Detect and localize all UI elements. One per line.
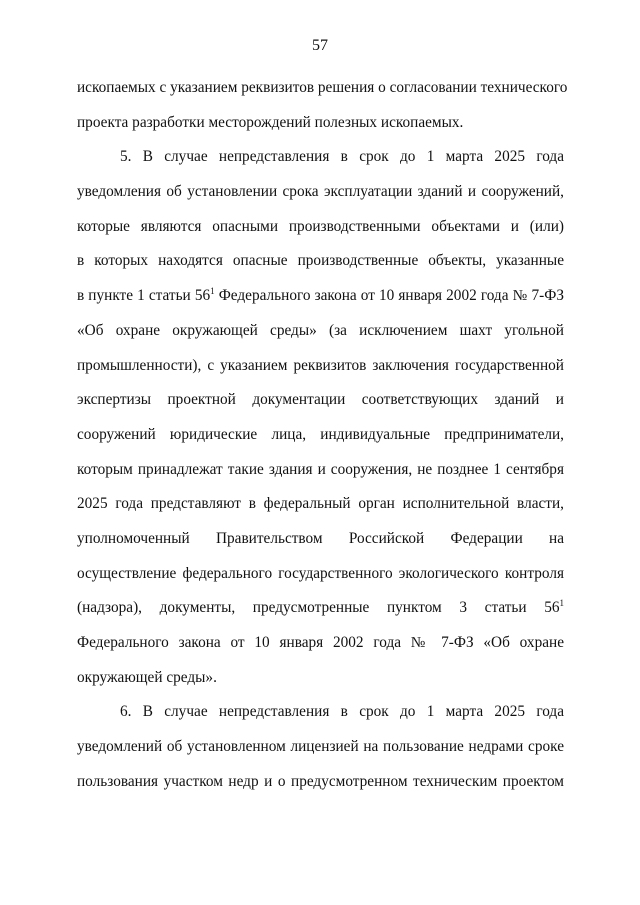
text-line	[77, 591, 564, 626]
superscript: 1	[559, 598, 564, 609]
text-line: в которых находятся опасные производственные объекты, указанные	[77, 252, 564, 270]
text-line: уведомлений об установленном лицензией на пользование недрами сроке	[77, 738, 564, 756]
text-line: которым принадлежат такие здания и сооружения, не позднее 1 сентября	[77, 460, 564, 478]
text-line: «Об охране окружающей среды» (за исключением шахт угольной	[77, 321, 564, 339]
text-line: промышленности), с указанием реквизитов заключения государственной	[77, 356, 564, 374]
text-line: Федерального закона от 10 января 2002 года № 7-ФЗ «Об охране	[77, 634, 564, 651]
text-fragment: Федерального закона от 10 января 2002 года № 7-ФЗ	[214, 287, 565, 305]
text-line: пользования участком недр и о предусмотренном техническим проектом	[77, 772, 564, 790]
text-line: проекта разработки месторождений полезных ископаемых.	[77, 113, 464, 131]
text-line: 2025 года представляют в федеральный орган исполнительной власти,	[77, 495, 564, 513]
paragraph-6-start: 6. В случае непредставления в срок до 1 марта 2025 года	[120, 703, 564, 721]
document-body	[77, 71, 568, 799]
text-line: уполномоченный Правительством Российской Федерации на	[77, 529, 564, 547]
text-line: осуществление федерального государственного экологического контроля	[77, 564, 564, 582]
text-line	[77, 279, 564, 314]
text-line: сооружений юридические лица, индивидуальные предприниматели,	[77, 425, 564, 443]
page-number: 57	[312, 37, 328, 54]
text-fragment: (надзора), документы, предусмотренные пунктом 3 статьи 56	[77, 599, 560, 617]
text-line: ископаемых с указанием реквизитов решения о согласовании технического	[77, 79, 568, 96]
text-fragment: в пункте 1 статьи 56	[77, 287, 211, 305]
text-line: уведомления об установлении срока эксплуатации зданий и сооружений,	[77, 183, 564, 201]
text-line: экспертизы проектной документации соответствующих зданий и	[77, 391, 564, 409]
superscript: 1	[210, 286, 215, 297]
text-line: которые являются опасными производственными объектами и (или)	[77, 217, 564, 235]
text-line: окружающей среды».	[77, 668, 217, 686]
paragraph-5-start: 5. В случае непредставления в срок до 1 марта 2025 года	[120, 148, 564, 166]
